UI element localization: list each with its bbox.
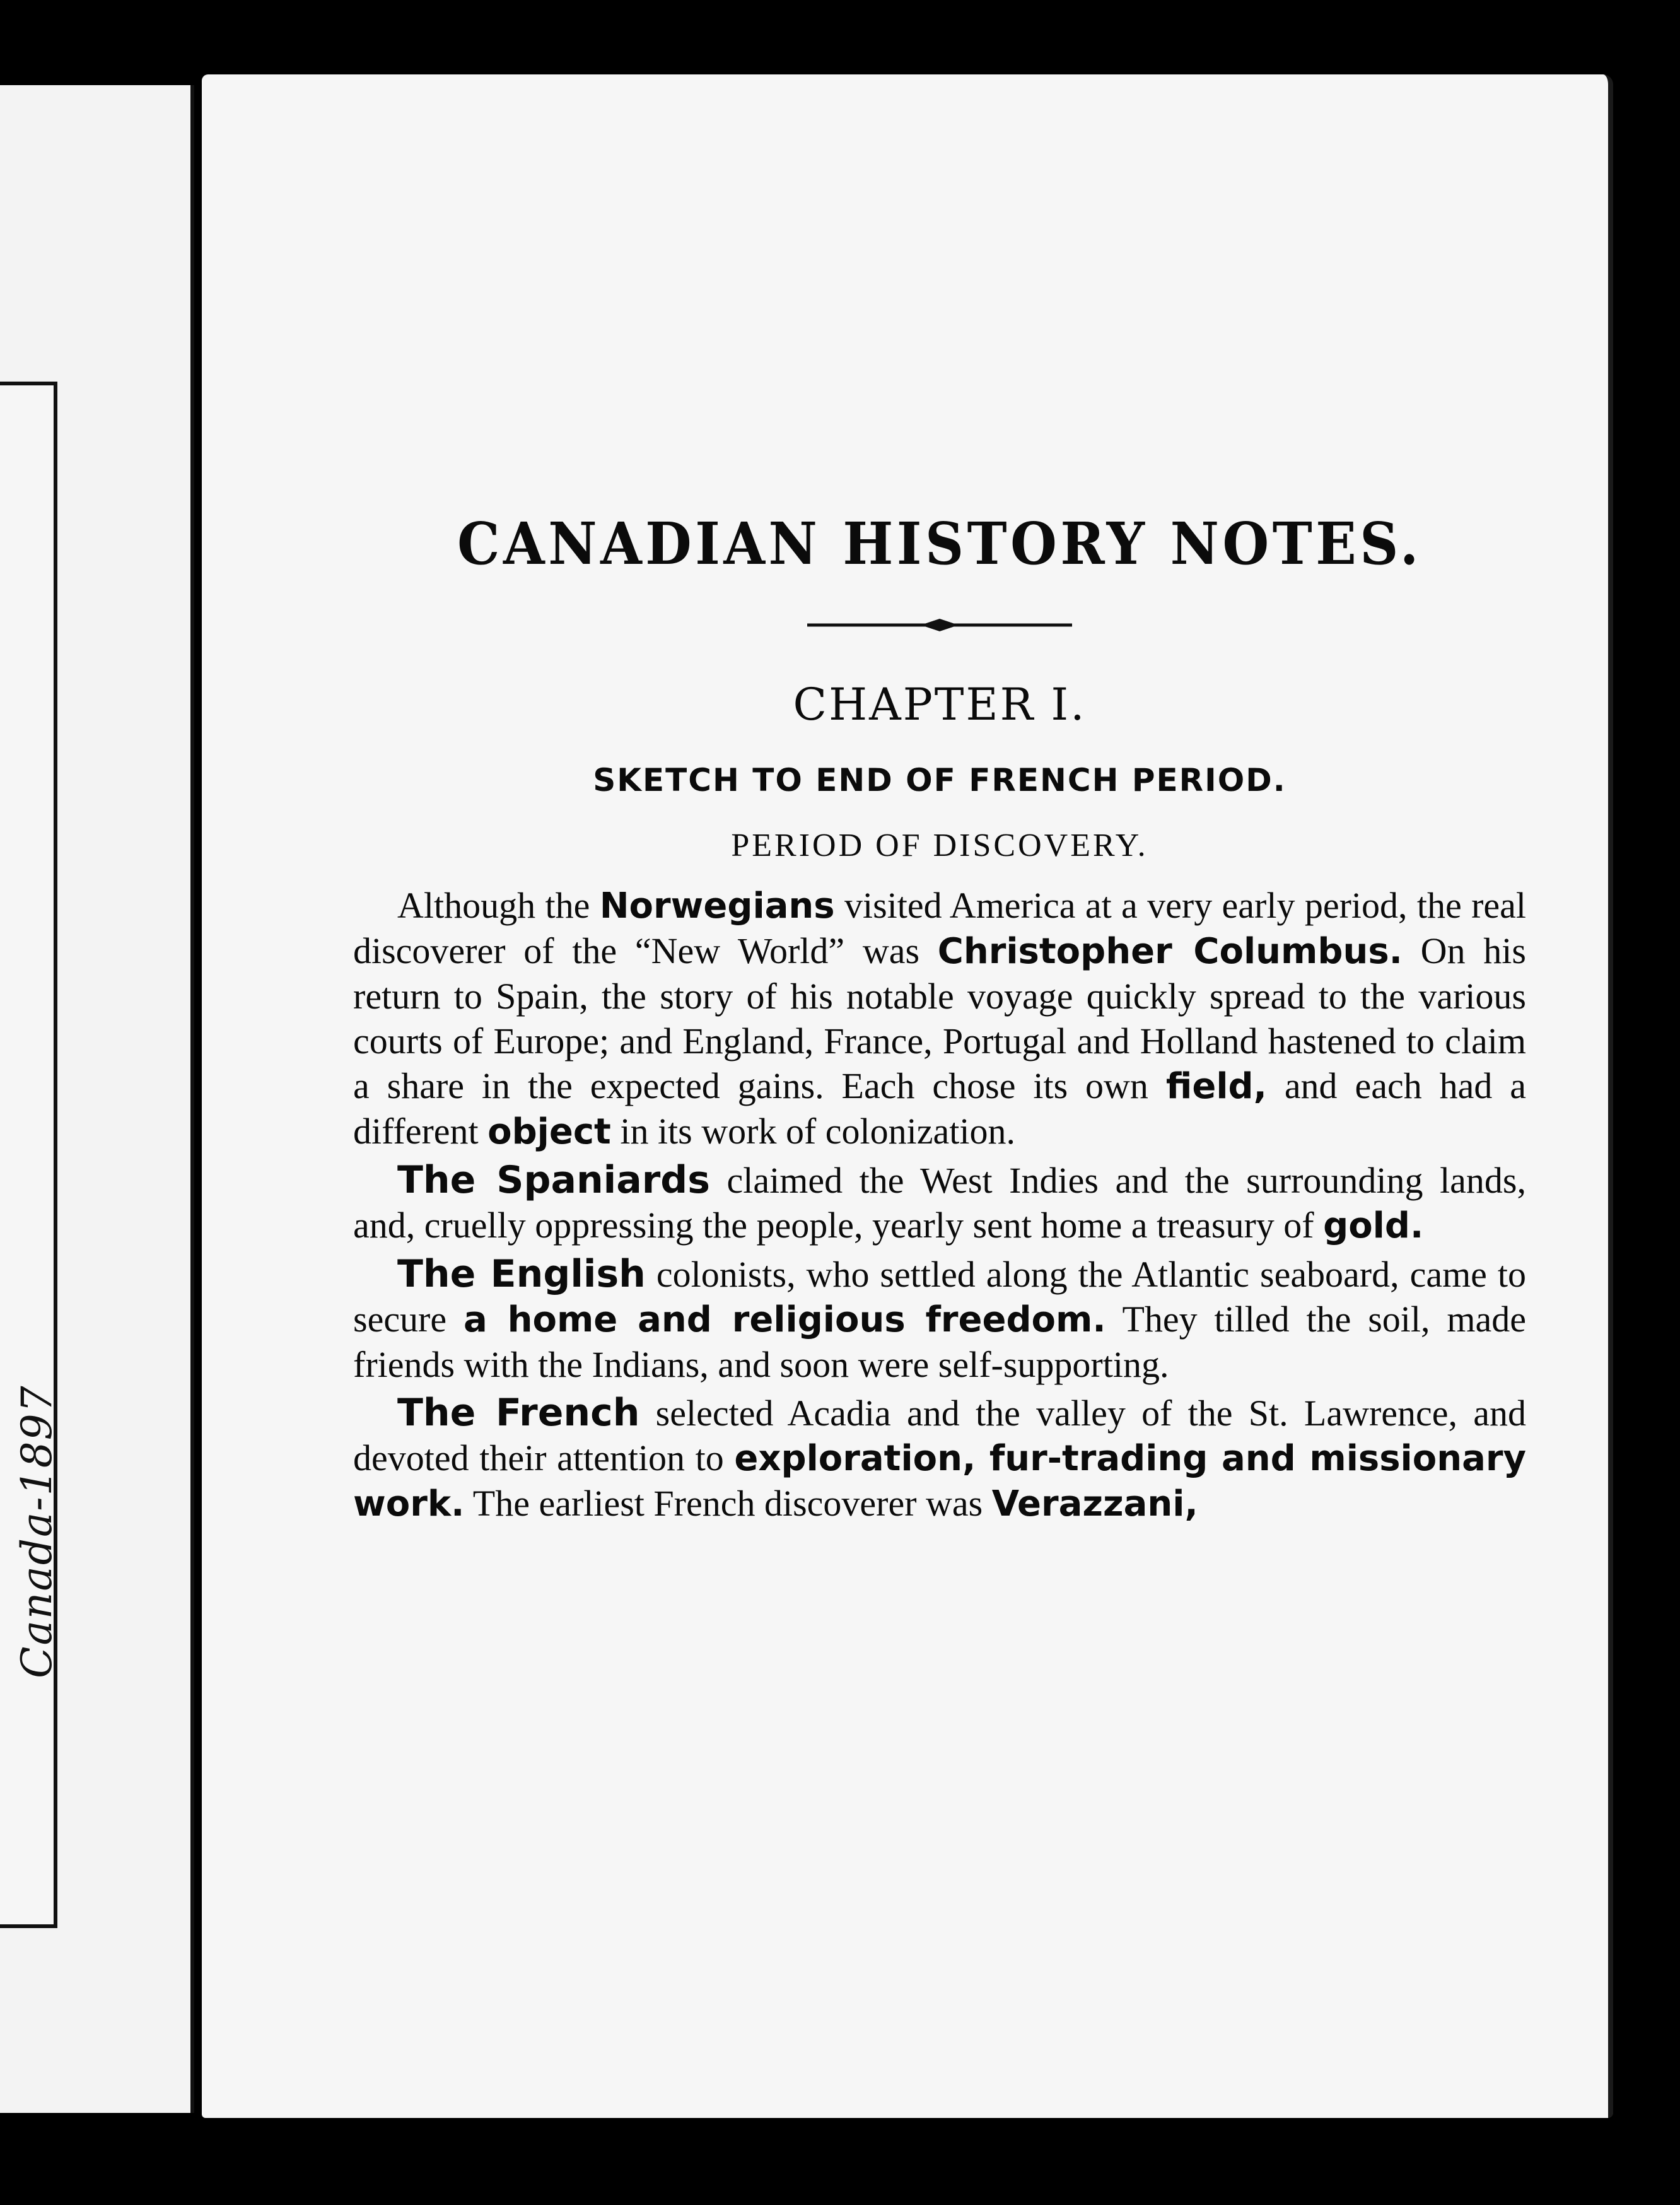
chapter-heading: CHAPTER I.: [793, 679, 1087, 730]
paragraph: [353, 1252, 1526, 1387]
text-run: Although the: [397, 885, 600, 926]
paragraph: [353, 883, 1526, 1154]
left-page: [0, 85, 194, 2113]
paragraph: [353, 1391, 1526, 1526]
text-run: They tilled the soil, made friends with the Indians, and soon were self-supporting.: [353, 1299, 1526, 1385]
text-run: selected Acadia and the valley of the St. Lawrence, and devoted their attention to: [353, 1393, 1526, 1478]
ornament-divider: [807, 616, 1072, 635]
emphasis-text: Christopher Columbus.: [937, 931, 1403, 972]
stamp-box: [0, 382, 61, 1928]
paragraph: [353, 1158, 1526, 1248]
page-title: CANADIAN HISTORY NOTES.: [457, 510, 1422, 578]
emphasis-text: field,: [1165, 1066, 1267, 1107]
section-heading: PERIOD OF DISCOVERY.: [731, 828, 1148, 863]
emphasis-text: The French: [397, 1391, 640, 1435]
text-run: and each had a different: [353, 1065, 1526, 1152]
emphasis-text: The English: [397, 1252, 646, 1296]
body-text: [353, 883, 1526, 1526]
emphasis-text: object: [487, 1111, 611, 1152]
text-run: in its work of colonization.: [610, 1111, 1015, 1152]
text-run: colonists, who settled along the Atlantic seaboard, came to secure: [353, 1254, 1527, 1340]
emphasis-text: exploration, fur-trading and missionary work.: [353, 1438, 1526, 1524]
text-run: visited America at a very early period, the real discoverer of the “New World” was: [353, 885, 1526, 971]
text-run: The earliest French discoverer was: [464, 1483, 992, 1524]
right-page: [202, 74, 1613, 2118]
chapter-subtitle: SKETCH TO END OF FRENCH PERIOD.: [593, 762, 1286, 798]
page-content: [353, 510, 1526, 1526]
emphasis-text: gold.: [1323, 1205, 1424, 1246]
emphasis-text: The Spaniards: [397, 1158, 710, 1202]
emphasis-text: Norwegians: [599, 886, 835, 927]
text-run: On his return to Spain, the story of his notable voyage quickly spread to the various courts of Europe; and England, France, Portugal and Holland hastened to claim a share in the expected gains. Each chose its own: [353, 930, 1526, 1106]
text-run: claimed the West Indies and the surrounding lands, and, cruelly oppressing the people, yearly sent home a treasury of: [353, 1160, 1526, 1246]
emphasis-text: a home and religious freedom.: [463, 1299, 1106, 1340]
handwritten-note: Canada-1897: [13, 1384, 61, 1678]
emphasis-text: Verazzani,: [991, 1483, 1198, 1524]
